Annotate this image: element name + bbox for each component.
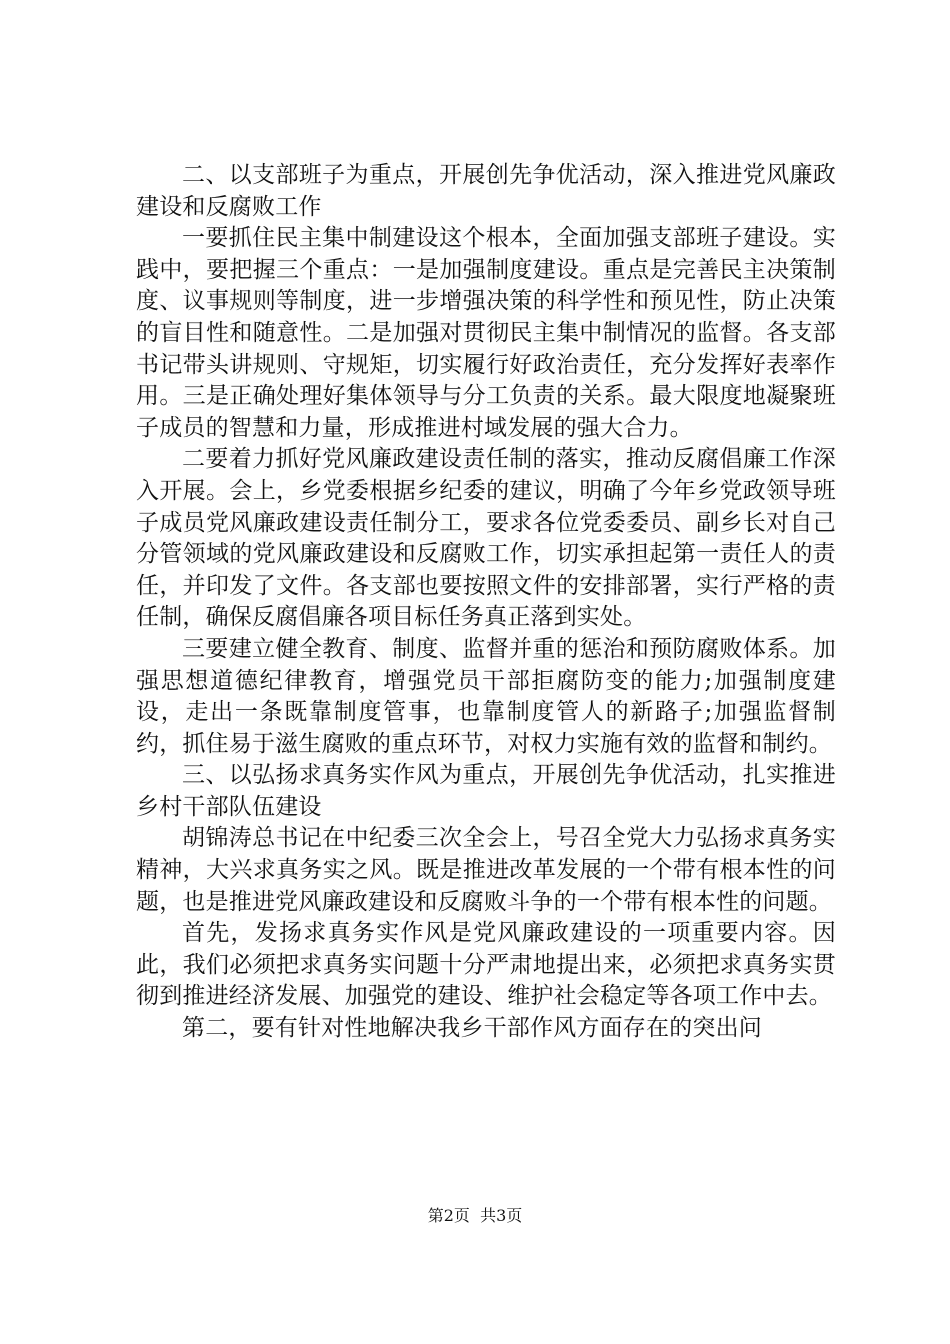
page-number: 第2页: [427, 1206, 470, 1225]
paragraph-2: 二要着力抓好党风廉政建设责任制的落实，推动反腐倡廉工作深入开展。会上，乡党委根据乡纪委的建议，明确了今年乡党政领导班子成员党风廉政建设责任制分工，要求各位党委委员、副乡长对自己分管领域的党风廉政建设和反腐败工作，切实承担起第一责任人的责任，并印发了文件。各支部也要按照文件的安排部署，实行严格的责任制，确保反腐倡廉各项目标任务真正落到实处。: [136, 446, 836, 631]
document-body: [136, 160, 836, 1045]
paragraph-3: 三要建立健全教育、制度、监督并重的惩治和预防腐败体系。加强思想道德纪律教育，增强党员干部拒腐防变的能力;加强制度建设，走出一条既靠制度管事，也靠制度管人的新路子;加强监督制约，抓住易于滋生腐败的重点环节，对权力实施有效的监督和制约。: [136, 635, 836, 757]
paragraph-1: 一要抓住民主集中制建设这个根本，全面加强支部班子建设。实践中，要把握三个重点：一是加强制度建设。重点是完善民主决策制度、议事规则等制度，进一步增强决策的科学性和预见性，防止决策的盲目性和随意性。二是加强对贯彻民主集中制情况的监督。各支部书记带头讲规则、守规矩，切实履行好政治责任，充分发挥好表率作用。三是正确处理好集体领导与分工负责的关系。最大限度地凝聚班子成员的智慧和力量，形成推进村域发展的强大合力。: [136, 225, 836, 441]
section-heading-2: 二、以支部班子为重点，开展创先争优活动，深入推进党风廉政建设和反腐败工作: [136, 162, 836, 220]
paragraph-5: 首先，发扬求真务实作风是党风廉政建设的一项重要内容。因此，我们必须把求真务实问题十分严肃地提出来，必须把求真务实贯彻到推进经济发展、加强党的建设、维护社会稳定等各项工作中去。: [136, 920, 836, 1010]
section-heading-3: 三、以弘扬求真务实作风为重点，开展创先争优活动，扎实推进乡村干部队伍建设: [136, 762, 836, 820]
footer-spacer: [470, 1206, 480, 1225]
paragraph-6: 第二，要有针对性地解决我乡干部作风方面存在的突出问: [182, 1015, 762, 1042]
page-total: 共3页: [480, 1206, 523, 1225]
paragraph-4: 胡锦涛总书记在中纪委三次全会上，号召全党大力弘扬求真务实精神，大兴求真务实之风。既是推进改革发展的一个带有根本性的问题，也是推进党风廉政建设和反腐败斗争的一个带有根本性的问题。: [136, 825, 836, 915]
page-footer: [0, 1206, 950, 1226]
